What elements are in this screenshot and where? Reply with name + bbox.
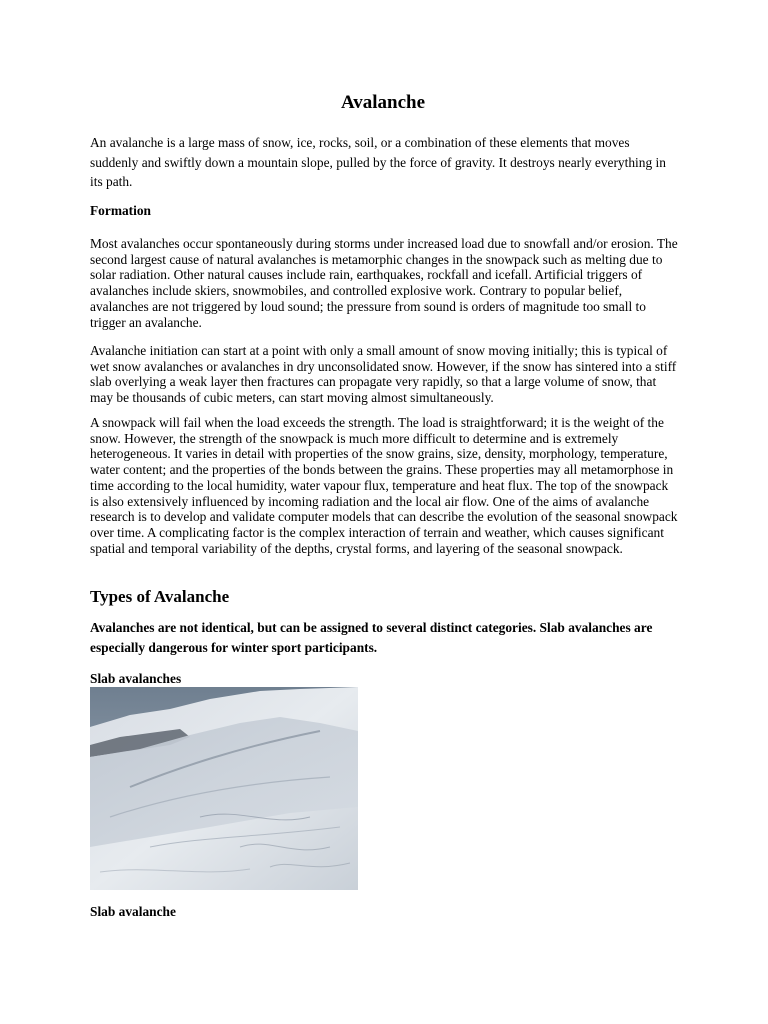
document-title: Avalanche	[340, 92, 426, 113]
intro-paragraph: An avalanche is a large mass of snow, ice, rocks, soil, or a combination of these elements that moves suddenly and swiftly down a mountain slope, pulled by the force of gravity. It destroys nearly everything in its path.	[90, 135, 666, 189]
types-intro-paragraph: Avalanches are not identical, but can be assigned to several distinct categories. Slab avalanches are especially dangerous for winter sport participants.	[90, 620, 653, 655]
types-heading: Types of Avalanche	[90, 587, 230, 606]
formation-paragraph-2: Avalanche initiation can start at a point with only a small amount of snow moving initially; this is typical of wet snow avalanches or avalanches in dry unconsolidated snow. However, if the snow has sintered into a stiff slab overlying a weak layer then fractures can propagate very rapidly, so that a large volume of snow, that may be thousands of cubic meters, can start moving almost simultaneously.	[90, 343, 677, 406]
slab-avalanche-photo	[90, 687, 358, 890]
photo-caption: Slab avalanche	[90, 904, 176, 919]
formation-heading: Formation	[90, 203, 151, 218]
slab-avalanches-heading: Slab avalanches	[90, 671, 182, 686]
formation-paragraph-3: A snowpack will fail when the load exceeds the strength. The load is straightforward; it is the weight of the snow. However, the strength of the snowpack is much more difficult to determine and is extremely heterogeneous. It varies in detail with properties of the snow grains, size, density, morphology, temperature, water content; and the properties of the bonds between the grains. These properties may all metamorphose in time according to the local humidity, water vapour flux, temperature and heat flux. The top of the snowpack is also extensively influenced by incoming radiation and the local air flow. One of the aims of avalanche research is to develop and validate computer models that can describe the evolution of the seasonal snowpack over time. A complicating factor is the complex interaction of terrain and weather, which causes significant spatial and temporal variability of the depths, crystal forms, and layering of the seasonal snowpack.	[90, 415, 678, 556]
formation-paragraph-1: Most avalanches occur spontaneously during storms under increased load due to snowfall and/or erosion. The second largest cause of natural avalanches is metamorphic changes in the snowpack such as melting due to solar radiation. Other natural causes include rain, earthquakes, rockfall and icefall. Artificial triggers of avalanches include skiers, snowmobiles, and controlled explosive work. Contrary to popular belief, avalanches are not triggered by loud sound; the pressure from sound is orders of magnitude too small to trigger an avalanche.	[90, 236, 678, 330]
